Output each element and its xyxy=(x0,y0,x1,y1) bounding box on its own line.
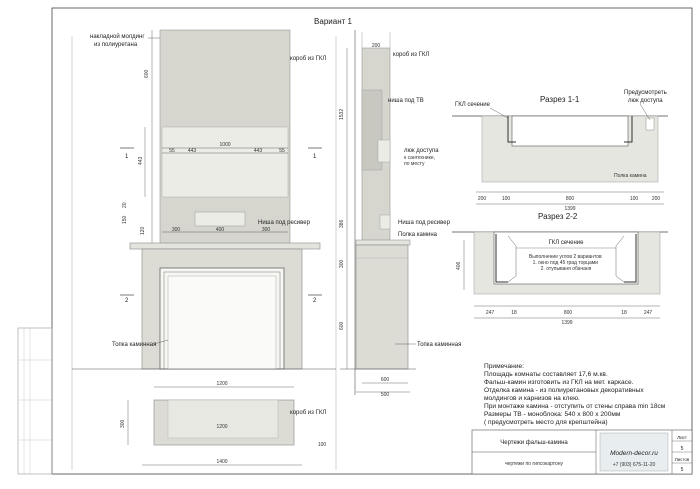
s2-dim-1: 18 xyxy=(511,310,517,316)
s1-dim-4: 200 xyxy=(651,196,661,202)
section2-title: Разрез 2-2 xyxy=(538,212,578,221)
side-mantel xyxy=(356,240,410,245)
front-dim-55a: 55 xyxy=(169,148,175,154)
stamp-title: Чертежи фальш-камина xyxy=(500,440,568,446)
s1-dim-3: 100 xyxy=(629,196,639,202)
section-2-2 xyxy=(452,212,668,326)
notes-heading: Примечание: xyxy=(484,363,524,370)
side-frame xyxy=(18,328,52,474)
notes-line: ( предусмотреть место для крепштейна) xyxy=(484,419,608,426)
front-bottom-box-label: короб из ГКЛ xyxy=(290,410,327,416)
side-dim-500: 500 xyxy=(380,392,390,398)
stamp-sheet-label: Лист xyxy=(677,435,687,440)
front-firebox-label: Топка каминная xyxy=(112,342,157,348)
side-dim-1532: 1532 xyxy=(339,108,345,120)
s1-gkl-label: ГКЛ сечение xyxy=(455,102,490,108)
front-dim-443c: 443 xyxy=(253,148,263,154)
front-dim-120: 120 xyxy=(140,226,146,235)
side-dim-600: 600 xyxy=(339,321,345,330)
front-view xyxy=(72,30,336,470)
front-dim-1000: 1000 xyxy=(219,142,231,148)
front-dim-1200: 1200 xyxy=(216,381,228,387)
notes-line: Фальш-камин изготовить из ГКЛ на мет. каркасе. xyxy=(484,379,634,386)
side-hatch-note: к сантехнике, по месту xyxy=(404,155,435,167)
s2-gkl-label: ГКЛ сечение xyxy=(548,240,584,246)
front-dim-443b: 443 xyxy=(187,148,197,154)
s2-dim-2: 800 xyxy=(563,310,573,316)
section-mark-1-left: 1 xyxy=(125,154,129,160)
stamp-logo-text: Modern-decor.ru xyxy=(610,450,658,457)
notes-line: Отделка камина - из полиуретановых декоративных xyxy=(484,387,644,394)
s2-dim-3: 18 xyxy=(621,310,627,316)
side-dim-386: 386 xyxy=(339,219,345,228)
side-hatch-label: люк доступа xyxy=(404,148,439,154)
front-dim-600: 600 xyxy=(144,69,150,78)
section1-title: Разрез 1-1 xyxy=(540,95,580,104)
side-tv-niche-label: ниша под ТВ xyxy=(388,98,424,104)
side-gkl-label: короб из ГКЛ xyxy=(393,52,430,58)
s1-shelf-label: Полка камина xyxy=(614,173,647,179)
title-block xyxy=(472,430,692,474)
section-mark-2-right: 2 xyxy=(313,298,317,304)
front-dim-55b: 55 xyxy=(279,148,285,154)
s1-hatch-label: Предусмотреть люк доступа xyxy=(624,90,667,104)
side-access-hatch xyxy=(378,140,390,162)
side-fireplace-body xyxy=(356,245,408,369)
front-mantel xyxy=(130,243,320,249)
front-dim-1200b: 1200 xyxy=(216,424,228,430)
s2-dim-4: 247 xyxy=(643,310,653,316)
front-dim-100: 100 xyxy=(317,442,327,448)
notes-block xyxy=(484,363,666,426)
front-dim-150: 150 xyxy=(122,215,128,224)
side-frame-grid xyxy=(18,328,52,474)
side-mantel-label: Полка камина xyxy=(398,232,437,238)
s1-dim-1: 100 xyxy=(501,196,511,202)
side-firebox-label: Топка каминная xyxy=(417,342,462,348)
front-molding-label: накладной молдинг из полиуретана xyxy=(90,34,145,48)
s1-dim-0: 200 xyxy=(477,196,487,202)
front-receiver-label: Ниша под ресивер xyxy=(258,220,310,226)
notes-line: молдингов и карнизов на клею. xyxy=(484,395,580,402)
front-dim-1400: 1400 xyxy=(216,459,228,465)
stamp-subtitle: чертежи по гипсокартону xyxy=(504,461,564,467)
drawing-title: Вариант 1 xyxy=(314,17,352,26)
s2-side-dim: 406 xyxy=(456,261,462,270)
section-mark-2-left: 2 xyxy=(125,298,129,304)
stamp-sheets-label: Листов xyxy=(674,457,690,462)
notes-line: При монтаже камина - отступить от стены справа min 18см xyxy=(484,403,666,410)
side-dim-300: 300 xyxy=(339,259,345,268)
side-view xyxy=(339,30,461,398)
s2-dim-0: 247 xyxy=(485,310,495,316)
notes-line: Размеры ТВ - моноблока: 540 х 800 х 200мм xyxy=(484,411,621,418)
s1-dim-2: 800 xyxy=(565,196,575,202)
stamp-sheet-value: 5 xyxy=(680,446,684,452)
stamp-sheets-value: 5 xyxy=(680,467,684,473)
section-mark-1-right: 1 xyxy=(313,154,317,160)
front-receiver-niche xyxy=(195,212,245,226)
notes-line: Площадь комнаты составляет 17,6 м.кв. xyxy=(484,371,608,378)
s1-total: 1399 xyxy=(564,206,576,212)
s2-total: 1399 xyxy=(561,320,573,326)
front-firebox xyxy=(168,276,276,369)
front-dim-300b: 300 xyxy=(261,227,271,233)
front-tv-niche xyxy=(162,127,288,197)
front-dim-20: 20 xyxy=(122,202,128,208)
s2-inner-note: Выполнение углов 2 вариантов 1. окно под 45 град торцами 2. отупываня обачаня xyxy=(528,254,602,272)
front-dim-400: 400 xyxy=(215,227,225,233)
side-dim-600b: 600 xyxy=(380,377,390,383)
side-dim-200: 200 xyxy=(371,43,381,49)
side-receiver-label: Ниша под ресивер xyxy=(398,220,450,226)
section-1-1 xyxy=(452,90,668,212)
front-dim-300a: 300 xyxy=(171,227,181,233)
front-gkl-label: короб из ГКЛ xyxy=(290,56,327,62)
front-dim-443a: 443 xyxy=(138,156,144,165)
front-dim-300c: 300 xyxy=(120,419,126,428)
stamp-phone: +7 (903) 675-11-20 xyxy=(612,462,656,468)
